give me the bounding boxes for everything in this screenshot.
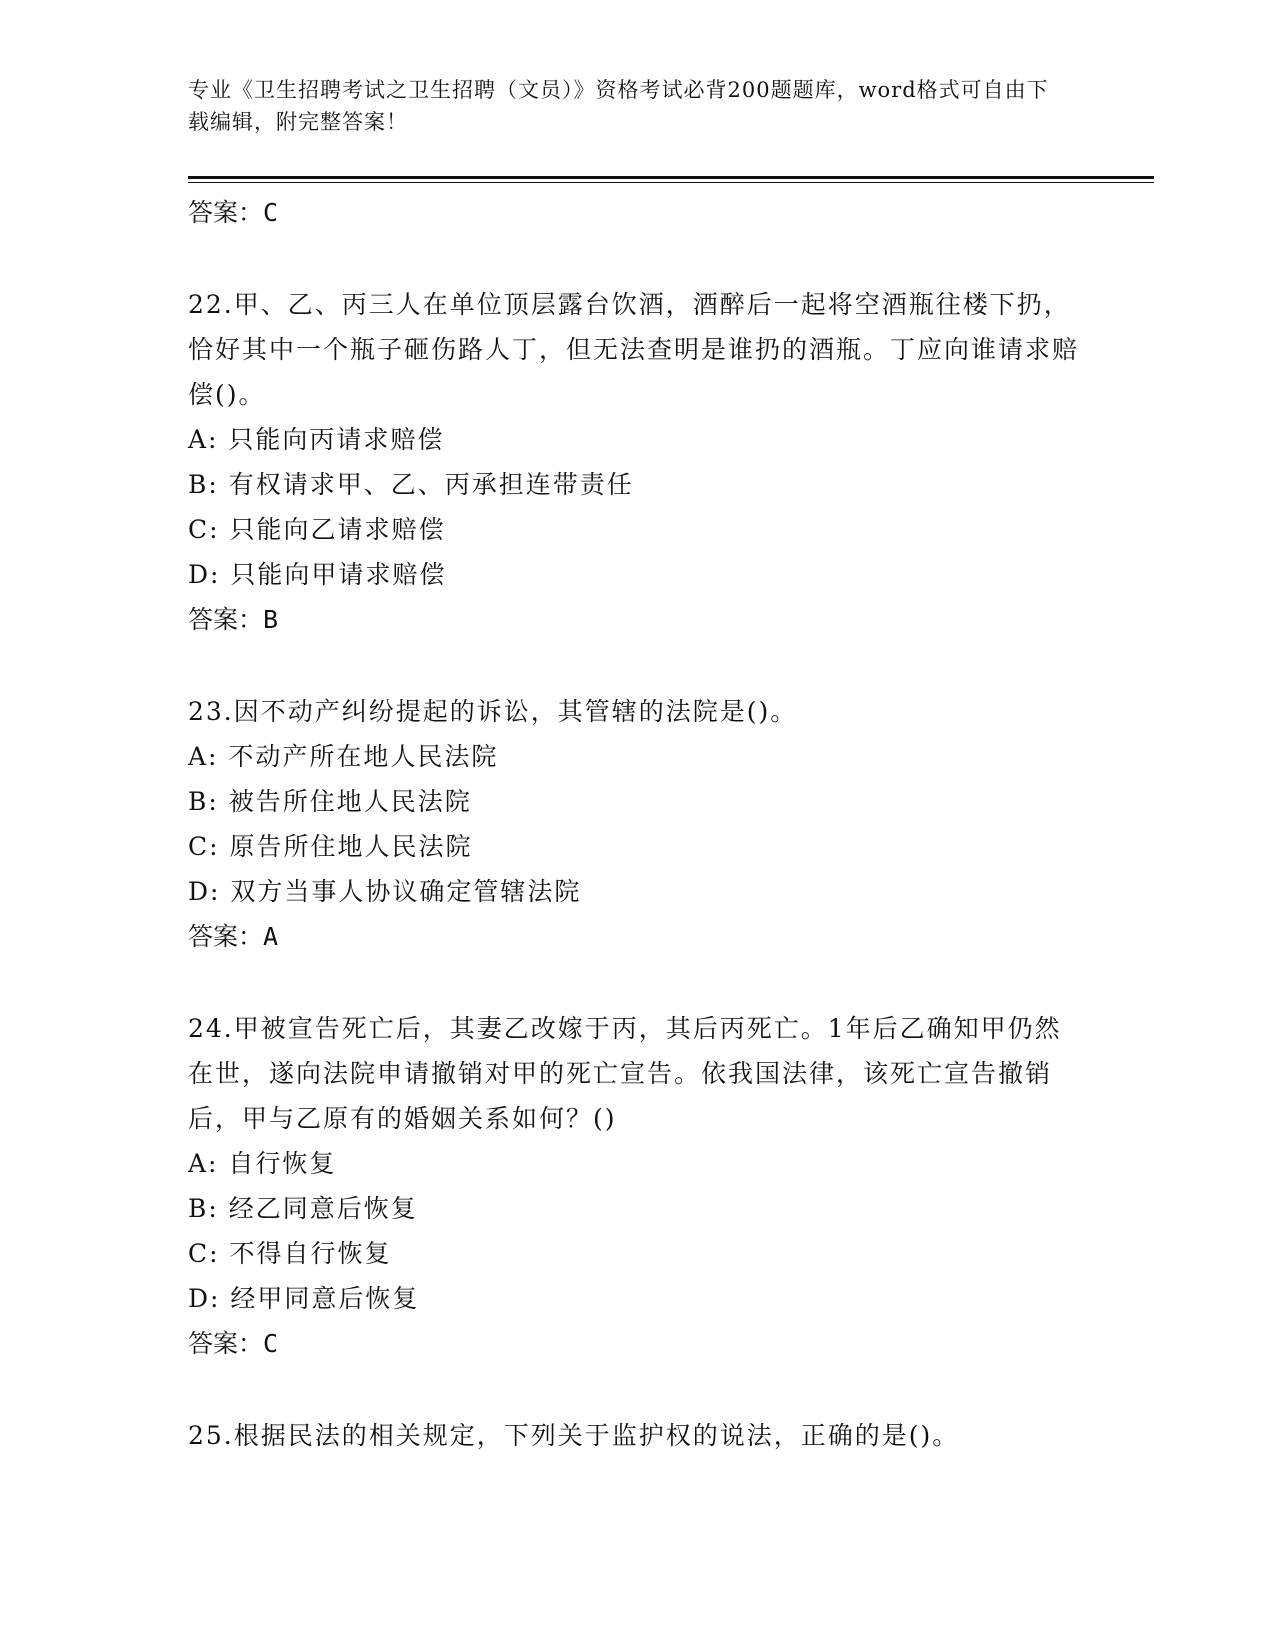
question-23: [188, 689, 1088, 960]
option-c: C: 不得自行恢复: [188, 1239, 392, 1268]
option-d: D: 只能向甲请求赔偿: [188, 560, 447, 589]
option-d: D: 经甲同意后恢复: [188, 1284, 420, 1313]
question-text: 24.甲被宣告死亡后，其妻乙改嫁于丙，其后丙死亡。1年后乙确知甲仍然在世，遂向法院申请撤销对甲的死亡宣告。依我国法律，该死亡宣告撤销后，甲与乙原有的婚姻关系如何？(): [188, 1014, 1062, 1133]
answer-label: 答案：A: [188, 922, 279, 951]
question-text: 25.根据民法的相关规定，下列关于监护权的说法，正确的是()。: [188, 1421, 960, 1450]
answer-label: 答案：C: [188, 198, 279, 227]
answer-label: 答案：C: [188, 1329, 279, 1358]
option-b: B: 被告所住地人民法院: [188, 787, 472, 816]
question-25: [188, 1413, 1088, 1458]
option-d: D: 双方当事人协议确定管辖法院: [188, 877, 582, 906]
option-c: C: 原告所住地人民法院: [188, 832, 473, 861]
answer-label: 答案：B: [188, 605, 279, 634]
question-text: 22.甲、乙、丙三人在单位顶层露台饮酒，酒醉后一起将空酒瓶往楼下扔，恰好其中一个瓶子砸伤路人丁，但无法查明是谁扔的酒瓶。丁应向谁请求赔偿()。: [188, 290, 1080, 409]
option-a: A: 只能向丙请求赔偿: [188, 425, 445, 454]
question-24: [188, 1006, 1088, 1367]
option-b: B: 有权请求甲、乙、丙承担连带责任: [188, 470, 634, 499]
option-a: A: 自行恢复: [188, 1149, 337, 1178]
option-c: C: 只能向乙请求赔偿: [188, 515, 446, 544]
question-22: [188, 282, 1088, 643]
question-list: [188, 190, 1088, 1458]
question-text: 23.因不动产纠纷提起的诉讼，其管辖的法院是()。: [188, 697, 798, 726]
document-header: 专业《卫生招聘考试之卫生招聘（文员）》资格考试必背200题题库，word格式可自由下载编辑，附完整答案！: [188, 78, 1049, 134]
header-rule-thick: [188, 176, 1154, 179]
option-b: B: 经乙同意后恢复: [188, 1194, 418, 1223]
option-a: A: 不动产所在地人民法院: [188, 742, 499, 771]
header-rule-thin: [188, 182, 1154, 183]
